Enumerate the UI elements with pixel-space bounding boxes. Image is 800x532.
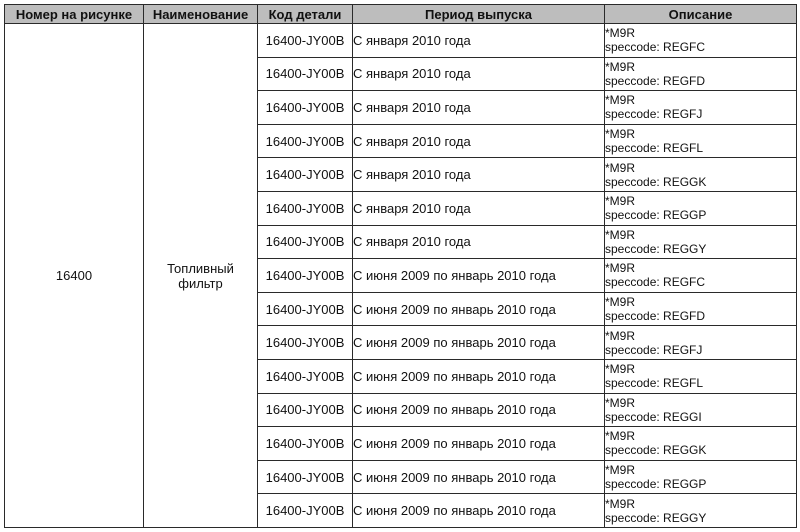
- description-cell: [605, 494, 797, 528]
- description-model: *M9R: [605, 261, 636, 276]
- part-code-cell: 16400-JY00B: [258, 292, 353, 326]
- description-speccode: speccode: REGFJ: [605, 107, 703, 122]
- description-speccode: speccode: REGGK: [605, 174, 707, 189]
- part-code-cell: 16400-JY00B: [258, 326, 353, 360]
- description-speccode: speccode: REGGK: [605, 443, 707, 458]
- period-cell: С июня 2009 по январь 2010 года: [353, 427, 605, 461]
- description-model: *M9R: [605, 160, 636, 175]
- period-cell: С января 2010 года: [353, 24, 605, 58]
- description-speccode: speccode: REGFL: [605, 376, 704, 391]
- description-model: *M9R: [605, 463, 636, 478]
- description-cell: [605, 158, 797, 192]
- description-speccode: speccode: REGFD: [605, 73, 706, 88]
- description-model: *M9R: [605, 26, 636, 41]
- period-cell: С января 2010 года: [353, 191, 605, 225]
- part-code-cell: 16400-JY00B: [258, 124, 353, 158]
- description-cell: [605, 124, 797, 158]
- part-code-cell: 16400-JY00B: [258, 57, 353, 91]
- description-speccode: speccode: REGFJ: [605, 342, 703, 357]
- description-model: *M9R: [605, 328, 636, 343]
- header-row: [5, 5, 797, 24]
- part-code-cell: 16400-JY00B: [258, 494, 353, 528]
- part-code-cell: 16400-JY00B: [258, 225, 353, 259]
- period-cell: С июня 2009 по январь 2010 года: [353, 292, 605, 326]
- description-speccode: speccode: REGFL: [605, 141, 704, 156]
- description-speccode: speccode: REGGY: [605, 241, 707, 256]
- header-description: Описание: [605, 5, 797, 24]
- description-model: *M9R: [605, 93, 636, 108]
- description-cell: [605, 259, 797, 293]
- description-speccode: speccode: REGGP: [605, 208, 707, 223]
- part-code-cell: 16400-JY00B: [258, 359, 353, 393]
- period-cell: С июня 2009 по январь 2010 года: [353, 494, 605, 528]
- period-cell: С января 2010 года: [353, 91, 605, 125]
- part-code-cell: 16400-JY00B: [258, 24, 353, 58]
- table-row: [5, 24, 797, 58]
- description-cell: [605, 359, 797, 393]
- parts-table: [4, 4, 797, 528]
- description-model: *M9R: [605, 295, 636, 310]
- period-cell: С июня 2009 по январь 2010 года: [353, 393, 605, 427]
- part-name-cell: Топливный фильтр: [144, 24, 258, 528]
- header-period: Период выпуска: [353, 5, 605, 24]
- period-cell: С января 2010 года: [353, 124, 605, 158]
- description-speccode: speccode: REGFD: [605, 309, 706, 324]
- part-code-cell: 16400-JY00B: [258, 158, 353, 192]
- table-body: [5, 24, 797, 528]
- period-cell: С июня 2009 по январь 2010 года: [353, 460, 605, 494]
- period-cell: С января 2010 года: [353, 57, 605, 91]
- description-model: *M9R: [605, 59, 636, 74]
- description-model: *M9R: [605, 227, 636, 242]
- description-cell: [605, 393, 797, 427]
- description-cell: [605, 427, 797, 461]
- header-part-code: Код детали: [258, 5, 353, 24]
- part-code-cell: 16400-JY00B: [258, 259, 353, 293]
- description-cell: [605, 91, 797, 125]
- description-speccode: speccode: REGFC: [605, 40, 706, 55]
- description-model: *M9R: [605, 496, 636, 511]
- description-cell: [605, 57, 797, 91]
- part-code-cell: 16400-JY00B: [258, 91, 353, 125]
- part-code-cell: 16400-JY00B: [258, 460, 353, 494]
- period-cell: С января 2010 года: [353, 158, 605, 192]
- description-model: *M9R: [605, 395, 636, 410]
- description-cell: [605, 191, 797, 225]
- description-cell: [605, 292, 797, 326]
- description-model: *M9R: [605, 127, 636, 142]
- figure-number-cell: 16400: [5, 24, 144, 528]
- period-cell: С января 2010 года: [353, 225, 605, 259]
- description-cell: [605, 460, 797, 494]
- description-model: *M9R: [605, 194, 636, 209]
- description-cell: [605, 326, 797, 360]
- description-model: *M9R: [605, 429, 636, 444]
- part-code-cell: 16400-JY00B: [258, 393, 353, 427]
- period-cell: С июня 2009 по январь 2010 года: [353, 326, 605, 360]
- period-cell: С июня 2009 по январь 2010 года: [353, 359, 605, 393]
- header-figure-number: Номер на рисунке: [5, 5, 144, 24]
- description-speccode: speccode: REGGY: [605, 510, 707, 525]
- period-cell: С июня 2009 по январь 2010 года: [353, 259, 605, 293]
- description-speccode: speccode: REGGI: [605, 409, 702, 424]
- description-speccode: speccode: REGFC: [605, 275, 706, 290]
- description-cell: [605, 24, 797, 58]
- description-cell: [605, 225, 797, 259]
- description-speccode: speccode: REGGP: [605, 477, 707, 492]
- part-code-cell: 16400-JY00B: [258, 427, 353, 461]
- description-model: *M9R: [605, 362, 636, 377]
- header-name: Наименование: [144, 5, 258, 24]
- part-code-cell: 16400-JY00B: [258, 191, 353, 225]
